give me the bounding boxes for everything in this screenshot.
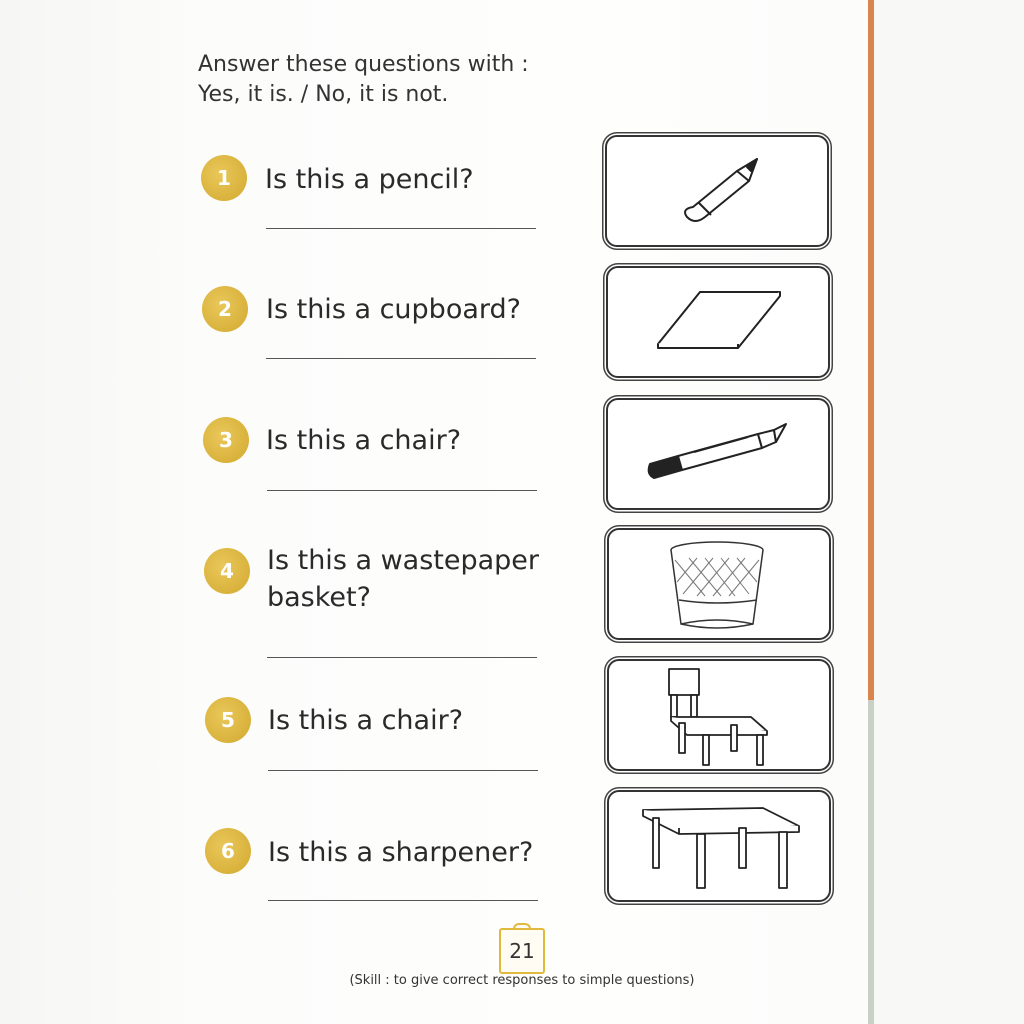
picture-box [605,135,829,247]
table-icon [609,792,829,900]
answer-line[interactable] [267,490,537,491]
question-text: Is this a wastepaper [267,545,540,576]
picture-box [607,659,831,771]
answer-line[interactable] [266,228,536,229]
pencil-icon [607,137,827,245]
instructions-line-1: Answer these questions with : [198,52,529,77]
instructions [198,50,529,110]
next-page-edge [874,0,1024,1024]
answer-line[interactable] [268,770,538,771]
question-number-badge: 5 [205,697,251,743]
answer-line[interactable] [268,900,538,901]
question-text: Is this a chair? [268,705,464,736]
board-icon [608,268,828,376]
chair-icon [609,661,829,769]
picture-box [607,528,831,640]
question-number-badge: 3 [203,417,249,463]
question-text: Is this a cupboard? [266,294,521,325]
picture-box [606,266,830,378]
question-number-badge: 1 [201,155,247,201]
skill-caption: (Skill : to give correct responses to simple questions) [349,973,695,988]
picture-box [606,398,830,510]
answer-line[interactable] [267,657,537,658]
question-text: Is this a pencil? [265,164,474,195]
wastepaper-basket-icon [609,530,829,638]
question-number-badge: 2 [202,286,248,332]
instructions-line-2: Yes, it is. / No, it is not. [198,82,449,107]
question-text: Is this a sharpener? [268,837,534,868]
page-edge-orange [868,0,874,700]
page-number: 21 [499,928,545,974]
question-number-badge: 6 [205,828,251,874]
question-text: Is this a chair? [266,425,462,456]
answer-line[interactable] [266,358,536,359]
question-number-badge: 4 [204,548,250,594]
picture-box [607,790,831,902]
pen-icon [608,400,828,508]
question-text-line-2: basket? [267,582,371,613]
